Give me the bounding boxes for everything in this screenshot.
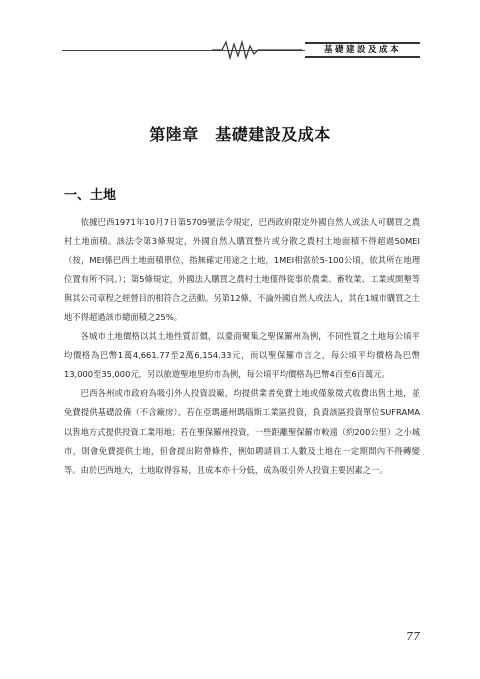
page-number: 77 [406, 630, 420, 643]
paragraph: 各城市土地價格以其土地性質訂價，以臺商聚集之聖保羅州為例，不同性質之土地每公頃平均價格為巴幣1萬4,661.77至2萬6,154.33元，而以聖保羅市言之，每公頃平均價格為巴幣13,000至35,000元，另以旅遊聖地里約市為例，每公頃平均價格為巴幣4百至6百萬元。 [64, 331, 420, 380]
chapter-title: 第陸章 基礎建設及成本 [149, 125, 331, 144]
running-header [0, 0, 480, 70]
running-title: 基礎建設及成本 [305, 42, 420, 58]
body-text [64, 213, 420, 480]
section-title: 一、土地 [64, 188, 117, 203]
heartbeat-line-icon [212, 40, 302, 62]
paragraph: 依據巴西1971年10月7日第5709號法令規定，巴西政府限定外國自然人或法人可購買之農村土地面積。該法令第3條規定，外國自然人購買整片或分散之農村土地面積不得超過50MEI（按，MEI係巴西土地面積單位，指無確定用途之土地，1MEI相當於5-100公頃，依其所在地理位置有所不同。）；第5條規定，外國法人購買之農村土地僅得從事於農業、畜牧業、工業或開墾等與其公司章程之經營目的相符合之活動。另第12條，不論外國自然人或法人，其在1城市購買之土地不得超過該市總面積之25%。 [64, 217, 421, 323]
paragraph: 巴西各州或市政府為吸引外人投資設廠，均提供業者免費土地或僅象徵式收費出售土地，並免費提供基礎設備（不含廠房）。若在亞瑪遜州瑪瑙斯工業區投資，負責該區投資單位SUFRAMA以售地方式提供投資工業用地；若在聖保羅州投資，一些距離聖保羅市較遠（約200公里）之小城市，則會免費提供土地，但會提出附帶條件，例如聘請員工人數及土地在一定期間內不得轉變等。由於巴西地大，土地取得容易，且成本亦十分低，成為吸引外人投資主要因素之一。 [64, 388, 421, 475]
